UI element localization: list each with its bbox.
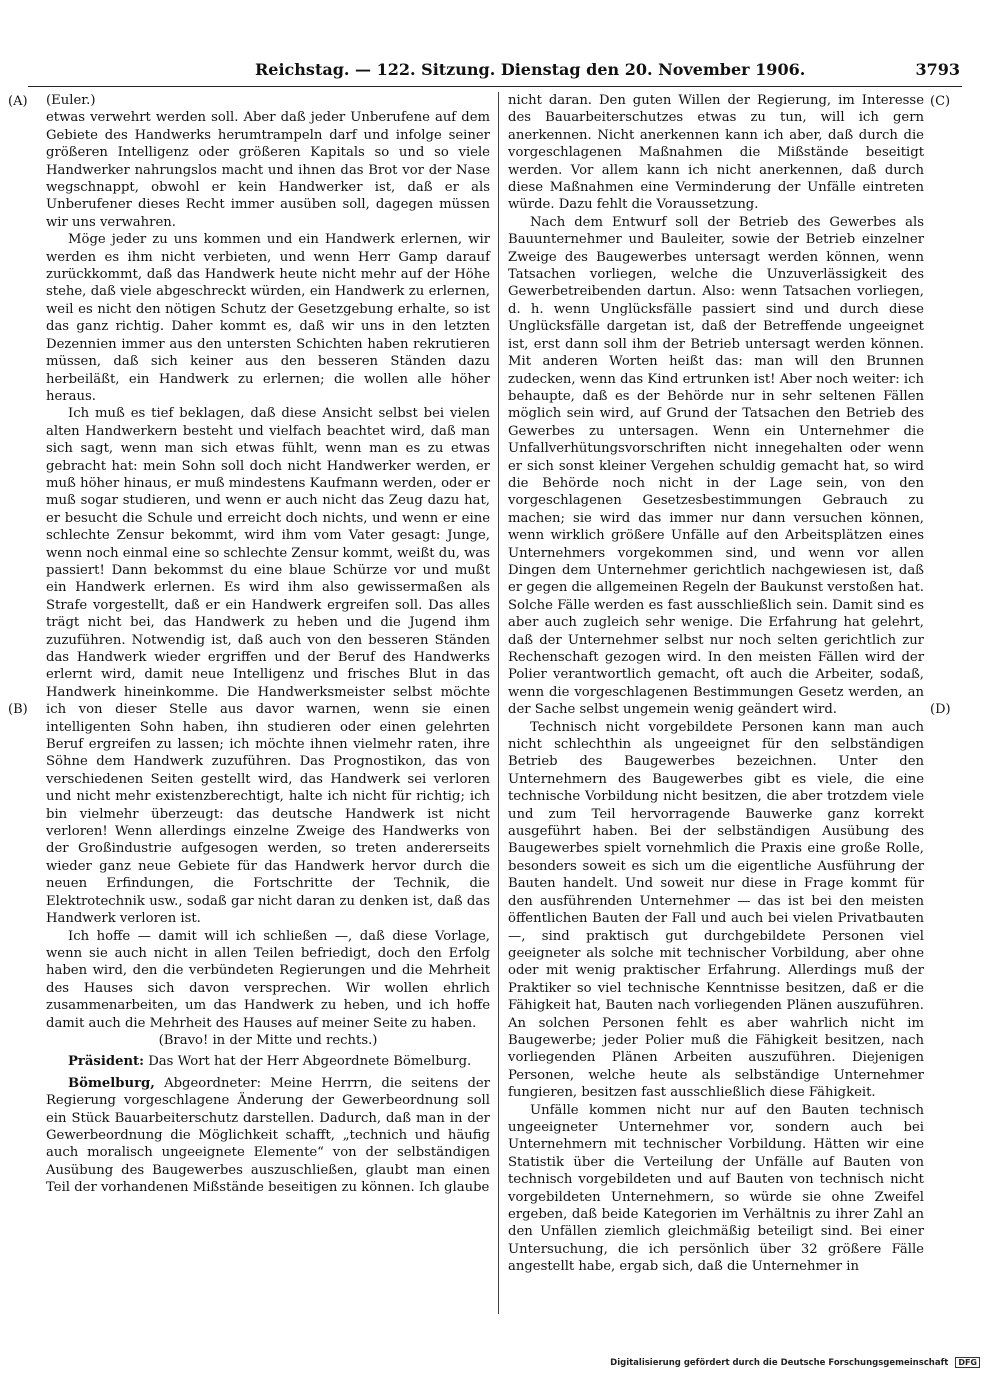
page-header (40, 60, 960, 84)
column-divider (498, 92, 499, 1314)
paragraph: nicht daran. Den guten Willen der Regierung, im Interesse des Bauarbeiterschutzes etwas zu tun, will ich gern anerkennen. Nicht anerkennen kann ich aber, daß durch die vorgeschlagenen Maßnahmen die Mißstände beseitigt werden. Vor allem kann ich nicht anerkennen, daß durch diese Maßnahmen eine Verminderung der Unfälle eintreten würde. Dazu fehlt die Voraussetzung. (508, 93, 924, 213)
header-rule (28, 86, 962, 87)
header-title: Reichstag. — 122. Sitzung. Dienstag den 20. November 1906. (255, 60, 806, 79)
margin-mark-c: (C) (930, 94, 951, 109)
margin-mark-d: (D) (930, 702, 951, 717)
right-column (508, 92, 924, 1276)
footer (610, 1357, 980, 1368)
paragraph: Nach dem Entwurf soll der Betrieb des Gewerbes als Bauunternehmer und Bauleiter, sowie der Betrieb einzelner Zweige des Baugewerbes untersagt werden können, wenn Tatsachen vorliegen, welche die Unzuverlässigkeit des Gewerbetreibenden dartun. Also: wenn Tatsachen vorliegen, d. h. wenn Unglücksfälle passiert sind und durch diese Unglücksfälle dargetan ist, daß der Betreffende ungeeignet ist, erst dann soll ihm der Betrieb untersagt werden können. Mit anderen Worten heißt das: man will den Brunnen zudecken, wenn das Kind ertrunken ist! Aber noch weiter: ich behaupte, daß es der Behörde nur in sehr seltenen Fällen möglich sein wird, auf Grund der Tatsachen den Betrieb des Gewerbes zu untersagen. Wenn ein Unternehmer die Unfallverhütungsvorschriften nicht innegehalten oder wenn er sich sonst kleiner Vergehen schuldig gemacht hat, so wird die Behörde noch nicht in der Lage sein, von den vorgeschlagenen Gesetzesbestimmungen Gebrauch zu machen; sie wird das immer nur dann versuchen können, wenn wirklich größere Unfälle auf den Arbeitsplätzen eines Unternehmers vorgekommen sind, und wenn vor allen Dingen dem Unternehmer gerichtlich nachgewiesen ist, daß er gegen die allgemeinen Regeln der Baukunst verstoßen hat. Solche Fälle werden es fast ausschließlich sein. Damit sind es aber auch zugleich sehr wenige. Die Erfahrung hat gelehrt, daß der Unternehmer selbst nur noch selten gerichtlich zur Rechenschaft gezogen wird. In den meisten Fällen wird der Polier verantwortlich gemacht, oft auch die Arbeiter, sodaß, wenn die vorgeschlagenen Bestimmungen Gesetz werden, an der Sache selbst ungemein wenig geändert wird. (508, 214, 924, 718)
paragraph: Möge jeder zu uns kommen und ein Handwerk erlernen, wir werden es ihm nicht verbieten, und wenn Herr Gamp darauf zurückkommt, daß das Handwerk heute nicht mehr auf der Höhe stehe, daß viele abgeschreckt würden, ein Handwerk zu erlernen, weil es nicht den nötigen Schutz der Gesetzgebung erhalte, so ist das ganz richtig. Daher kommt es, daß wir uns in den letzten Dezennien immer aus den untersten Schichten haben rekrutieren müssen, daß sich keiner aus den besseren Ständen dazu herbeiläßt, ein Handwerk zu erlernen; die wollen alle höher heraus. (46, 232, 490, 404)
president-paragraph (46, 1053, 490, 1070)
paragraph: Ich muß es tief beklagen, daß diese Ansicht selbst bei vielen alten Handwerkern besteht und vielfach beachtet wird, daß man sich sagt, wenn man sich etwas fühlt, wenn man es zu etwas gebracht hat: mein Sohn soll doch nicht Handwerker werden, er muß höher hinaus, er muß mindestens Kaufmann werden, oder er muß sogar studieren, und wenn er auch nicht das Zeug dazu hat, er besucht die Schule und erreicht doch nichts, und wenn er eine schlechte Zensur bekommt, wird ihm vom Vater gesagt: Junge, wenn noch einmal eine so schlechte Zensur kommt, weißt du, was passiert! Dann bekommst du eine blaue Schürze vor und mußt ein Handwerk erlernen. Es wird ihm also gewissermaßen als Strafe vorgestellt, daß er ein Handwerk ergreifen soll. Das alles trägt nicht bei, das Handwerk zu heben und die Jugend ihm zuzuführen. Notwendig ist, daß auch von den besseren Ständen das Handwerk wieder ergriffen und der Beruf des Handwerks erlernt wird, damit neue Intelligenz und frisches Blut in das Handwerk hineinkomme. Die Handwerksmeister selbst möchte ich von dieser Stelle aus davor warnen, wenn sie einen intelligenten Sohn haben, ihn studieren oder einen gelehrten Beruf ergreifen zu lassen; ich möchte ihnen vielmehr raten, ihre Söhne dem Handwerk zuzuführen. Das Prognostikon, das von verschiedenen Seiten gestellt wird, das Handwerk sei verloren und nicht mehr existenzberechtigt, halte ich nicht für richtig; ich bin vielmehr überzeugt: das deutsche Handwerk ist nicht verloren! Wenn allerdings einzelne Zweige des Handwerks von der Großindustrie aufgesogen werden, so treten andererseits wieder ganz neue Gebiete für das Handwerk hervor durch die neuen Erfindungen, die Fortschritte der Technik, die Elektrotechnik usw., sodaß gar nicht daran zu denken ist, daß das Handwerk verloren ist. (46, 406, 491, 927)
dfg-logo-icon: DFG (955, 1357, 980, 1368)
margin-mark-b: (B) (8, 702, 28, 717)
page-number: 3793 (915, 60, 960, 79)
president-text: Das Wort hat der Herr Abgeordnete Bömelburg. (148, 1054, 472, 1070)
paragraph: Unfälle kommen nicht nur auf den Bauten technisch ungeeigneter Unternehmer vor, sondern auch bei Unternehmern mit technischer Vorbildung. Hätten wir eine Statistik über die Verteilung der Unfälle auf Bauten von technisch vorgebildeten und auf Bauten von technisch nicht vorgebildeten Unternehmern, so würde sie ohne Zweifel ergeben, daß beide Kategorien im Verhältnis zu ihrer Zahl an den Unfällen ziemlich gleichmäßig beteiligt sind. Bei einer Untersuchung, die ich persönlich über 32 größere Fälle angestellt habe, ergab sich, daß die Unternehmer in (508, 1102, 924, 1275)
speaker-tag: (Euler.) (46, 93, 96, 108)
applause-note: (Bravo! in der Mitte und rechts.) (158, 1032, 378, 1048)
footer-text: Digitalisierung gefördert durch die Deutsche Forschungsgemeinschaft (610, 1358, 949, 1368)
paragraph: Ich hoffe — damit will ich schließen —, daß diese Vorlage, wenn sie auch nicht in allen Teilen befriedigt, doch den Erfolg haben wird, den die verbündeten Regierungen und die Mehrheit des Hauses sich davon versprechen. Wir wollen ehrlich zusammenarbeiten, um das Handwerk zu heben, und ich hoffe damit auch die Mehrheit des Hauses auf meiner Seite zu haben. (46, 928, 490, 1031)
paragraph: Technisch nicht vorgebildete Personen kann man auch nicht schlechthin als ungeeignet für den selbständigen Betrieb des Baugewerbes bezeichnen. Unter den Unternehmern des Baugewerbes gibt es viele, die eine technische Vorbildung nicht besitzen, die aber trotzdem viele und zum Teil hervorragende Bauwerke ganz korrekt ausgeführt haben. Bei der selbständigen Ausübung des Baugewerbes spielt vornehmlich die Praxis eine große Rolle, besonders soweit es sich um die eigentliche Ausführung der Bauten handelt. Und soweit nur diese in Frage kommt für den ausführenden Unternehmer — das ist bei den meisten öffentlichen Bauten der Fall und auch bei vielen Privatbauten —, sind praktisch gut durchgebildete Personen viel geeigneter als solche mit technischer Vorbildung, aber ohne oder mit wenig praktischer Erfahrung. Allerdings muß der Praktiker so viel technische Kenntnisse besitzen, daß er die Fähigkeit hat, Bauten nach vorliegenden Plänen auszuführen. An solchen Personen fehlt es aber wahrlich nicht im Baugewerbe; jeder Polier muß die Fähigkeit besitzen, nach vorliegenden Plänen Arbeiten auszuführen. Diejenigen Personen, welche heute als selbständige Unternehmer fungieren, besitzen fast ausschließlich diese Fähigkeit. (508, 719, 924, 1101)
boemelburg-text: Abgeordneter: Meine Herrrn, die seitens der Regierung vorgeschlagene Änderung der Gewerbeordnung soll ein Stück Bauarbeiterschutz darstellen. Dadurch, daß man in der Gewerbeordnung die Möglichkeit schafft, „technich und häufig auch moralisch ungeeignete Elemente“ von der selbständigen Ausübung des Baugewerbes auszuschließen, glaubt man einen Teil der vorhandenen Mißstände beseitigen zu können. Ich glaube (46, 1075, 490, 1196)
paragraph: etwas verwehrt werden soll. Aber daß jeder Unberufene auf dem Gebiete des Handwerks herumtrampeln darf und infolge seiner größeren Intelligenz oder größeren Kapitals so und so viele Handwerker nahrungslos macht und ihnen das Brot vor der Nase wegschnappt, obwohl er kein Handwerker ist, daß er als Unberufener dieses Recht immer ausüben soll, dagegen müssen wir uns verwahren. (46, 110, 490, 230)
boemelburg-paragraph (46, 1075, 490, 1197)
margin-mark-a: (A) (8, 94, 28, 109)
left-column (46, 92, 490, 1197)
president-label: Präsident: (68, 1054, 145, 1070)
boemelburg-label: Bömelburg, (68, 1075, 155, 1091)
